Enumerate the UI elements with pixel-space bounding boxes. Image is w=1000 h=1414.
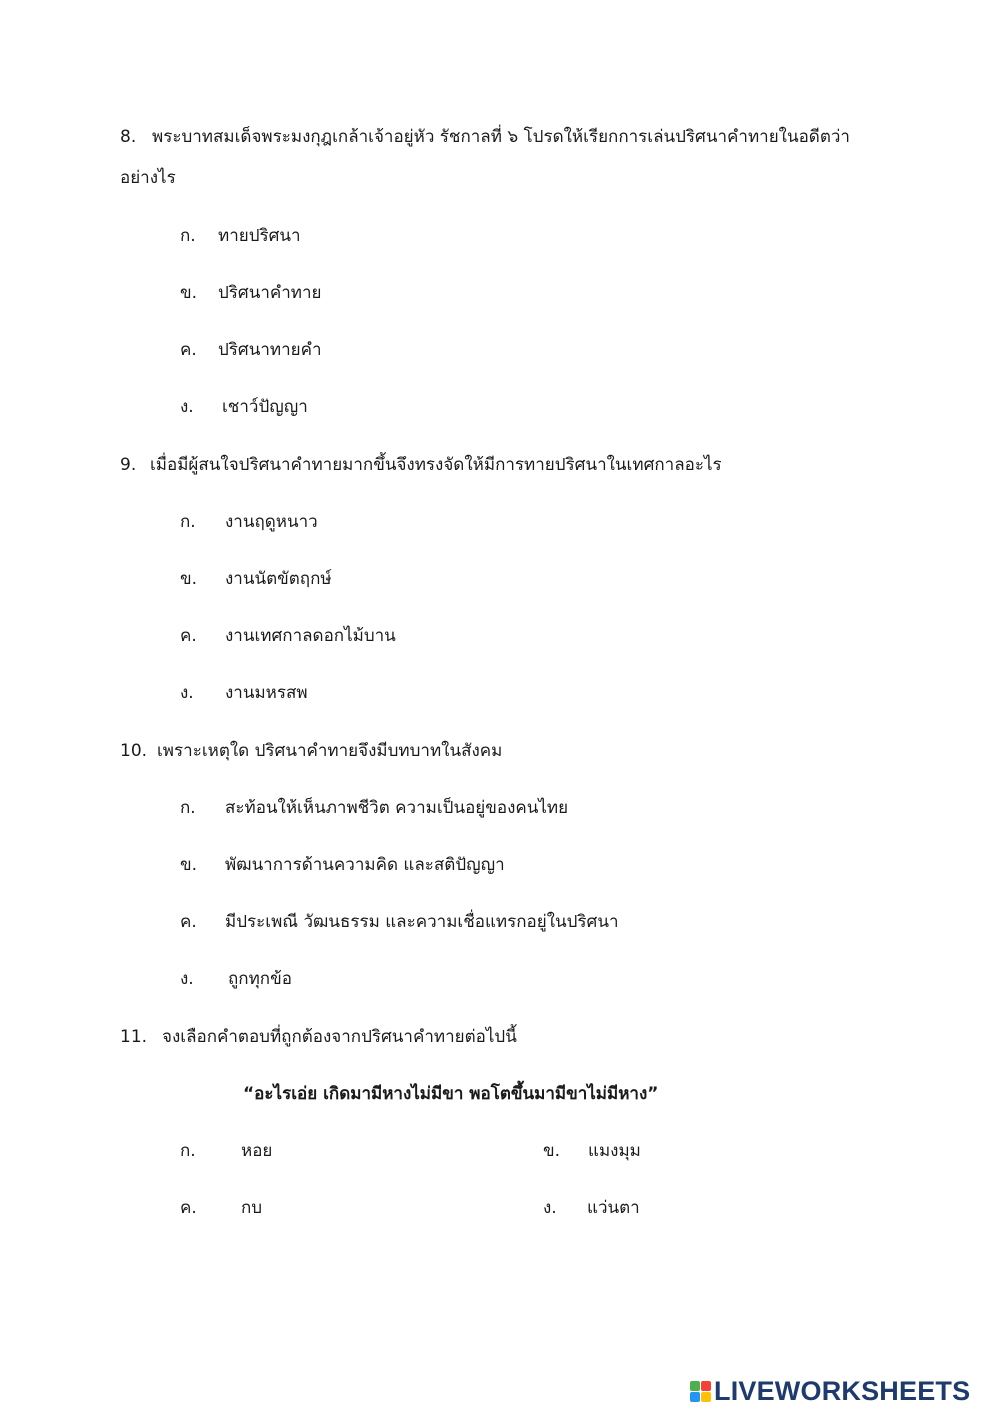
q8-option-b[interactable] <box>180 281 322 305</box>
logo-mark-icon <box>690 1381 711 1402</box>
question-text: เมื่อมีผู้สนใจปริศนาคำทายมากขึ้นจึงทรงจัดให้มีการทายปริศนาในเทศกาลอะไร <box>150 455 722 475</box>
option-text: งานนัตขัตฤกษ์ <box>225 569 332 589</box>
question-9-line1 <box>120 453 722 477</box>
q8-option-c[interactable] <box>180 338 322 362</box>
riddle-quote: “อะไรเอ่ย เกิดมามีหางไม่มีขา พอโตขึ้นมามีขาไม่มีหาง” <box>243 1084 659 1104</box>
q11-option-d[interactable] <box>543 1196 640 1220</box>
q9-option-d[interactable] <box>180 681 308 705</box>
option-text: แมงมุม <box>588 1141 641 1161</box>
option-letter: ข. <box>543 1141 561 1161</box>
q9-option-b[interactable] <box>180 567 332 591</box>
option-letter: ข. <box>180 283 198 303</box>
option-letter: ก. <box>180 798 196 818</box>
option-letter: ง. <box>543 1198 557 1218</box>
question-11-line1 <box>120 1025 517 1049</box>
logo-square <box>690 1392 700 1402</box>
option-letter: ง. <box>180 397 194 417</box>
logo-square <box>701 1381 711 1391</box>
q10-option-b[interactable] <box>180 853 505 877</box>
option-letter: ค. <box>180 1198 197 1218</box>
question-10-line1 <box>120 739 502 763</box>
q11-option-b[interactable] <box>543 1139 641 1163</box>
q9-option-c[interactable] <box>180 624 396 648</box>
option-letter: ข. <box>180 855 198 875</box>
logo-text: LIVEWORKSHEETS <box>714 1375 971 1406</box>
question-8-line2: อย่างไร <box>120 168 176 188</box>
q10-option-d[interactable] <box>180 967 292 991</box>
option-text: มีประเพณี วัฒนธรรม และความเชื่อแทรกอยู่ในปริศนา <box>225 912 619 932</box>
question-text: เพราะเหตุใด ปริศนาคำทายจึงมีบทบาทในสังคม <box>157 741 503 761</box>
question-number: 8. <box>120 127 137 147</box>
q11-option-a[interactable] <box>180 1139 272 1163</box>
option-letter: ง. <box>180 969 194 989</box>
question-number: 9. <box>120 455 137 475</box>
option-text: เชาว์ปัญญา <box>222 397 308 417</box>
option-text: แว่นตา <box>587 1198 640 1218</box>
option-text: งานเทศกาลดอกไม้บาน <box>225 626 396 646</box>
option-letter: ข. <box>180 569 198 589</box>
q10-option-a[interactable] <box>180 796 568 820</box>
q8-option-a[interactable] <box>180 224 301 248</box>
option-text: งานมหรสพ <box>225 683 308 703</box>
option-text: ปริศนาคำทาย <box>218 283 322 303</box>
option-text: หอย <box>241 1141 273 1161</box>
option-letter: ง. <box>180 683 194 703</box>
option-letter: ค. <box>180 912 197 932</box>
option-text: ถูกทุกข้อ <box>228 969 292 989</box>
option-letter: ค. <box>180 626 197 646</box>
question-number: 10. <box>120 741 148 761</box>
option-letter: ค. <box>180 340 197 360</box>
logo-square <box>701 1392 711 1402</box>
option-letter: ก. <box>180 226 196 246</box>
option-text: พัฒนาการด้านความคิด และสติปัญญา <box>225 855 505 875</box>
q8-option-d[interactable] <box>180 395 308 419</box>
question-text: พระบาทสมเด็จพระมงกุฎเกล้าเจ้าอยู่หัว รัชกาลที่ ๖ โปรดให้เรียกการเล่นปริศนาคำทายในอดีตว่า <box>152 127 850 147</box>
option-letter: ก. <box>180 1141 196 1161</box>
question-number: 11. <box>120 1027 148 1047</box>
q9-option-a[interactable] <box>180 510 318 534</box>
option-text: งานฤดูหนาว <box>225 512 318 532</box>
option-letter: ก. <box>180 512 196 532</box>
option-text: สะท้อนให้เห็นภาพชีวิต ความเป็นอยู่ของคนไทย <box>225 798 569 818</box>
logo-square <box>690 1381 700 1391</box>
liveworksheets-logo <box>690 1376 970 1406</box>
q10-option-c[interactable] <box>180 910 619 934</box>
option-text: กบ <box>241 1198 263 1218</box>
option-text: ปริศนาทายคำ <box>218 340 322 360</box>
question-8-line1 <box>120 125 850 149</box>
q11-option-c[interactable] <box>180 1196 262 1220</box>
question-text: จงเลือกคำตอบที่ถูกต้องจากปริศนาคำทายต่อไปนี้ <box>162 1027 517 1047</box>
option-text: ทายปริศนา <box>218 226 301 246</box>
